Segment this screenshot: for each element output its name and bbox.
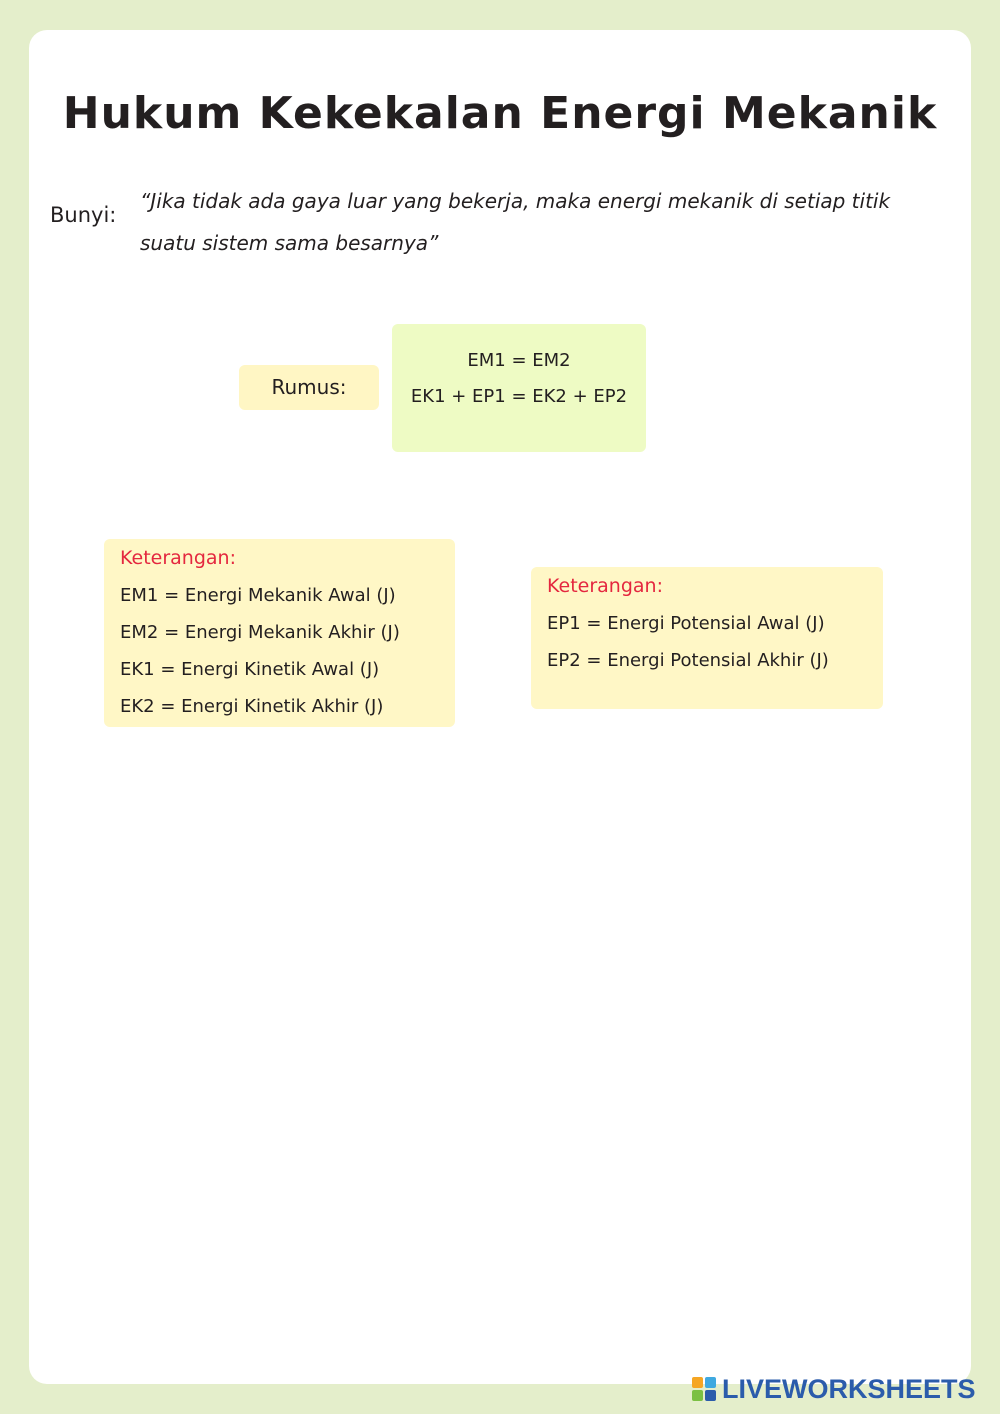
keterangan-box-left [104,539,455,727]
logo-text: LIVEWORKSHEETS [722,1373,976,1404]
liveworksheets-logo[interactable] [692,1374,976,1404]
list-item: EM1 = Energi Mekanik Awal (J) [120,585,396,606]
keterangan-list [547,611,829,685]
list-item: EK1 = Energi Kinetik Awal (J) [120,659,380,680]
formula-line-1: EM1 = EM2 [467,350,571,371]
list-item: EK2 = Energi Kinetik Akhir (J) [120,696,384,717]
list-item: EP2 = Energi Potensial Akhir (J) [547,650,829,671]
keterangan-title: Keterangan: [547,575,663,597]
keterangan-box-right [531,567,883,709]
list-item: EM2 = Energi Mekanik Akhir (J) [120,622,400,643]
bunyi-statement [140,180,940,264]
bunyi-line-2: suatu sistem sama besarnya” [140,231,439,255]
liveworksheets-logo-icon [692,1377,716,1401]
formula-box [392,324,646,452]
formula-line-2: EK1 + EP1 = EK2 + EP2 [410,386,628,407]
rumus-label: Rumus: [239,365,379,410]
keterangan-list [120,583,400,731]
bunyi-line-1: “Jika tidak ada gaya luar yang bekerja, maka energi mekanik di setiap titik [140,189,891,213]
list-item: EP1 = Energi Potensial Awal (J) [547,613,825,634]
keterangan-title: Keterangan: [120,547,236,569]
bunyi-label: Bunyi: [50,203,117,227]
page-title: Hukum Kekekalan Energi Mekanik [62,88,938,139]
